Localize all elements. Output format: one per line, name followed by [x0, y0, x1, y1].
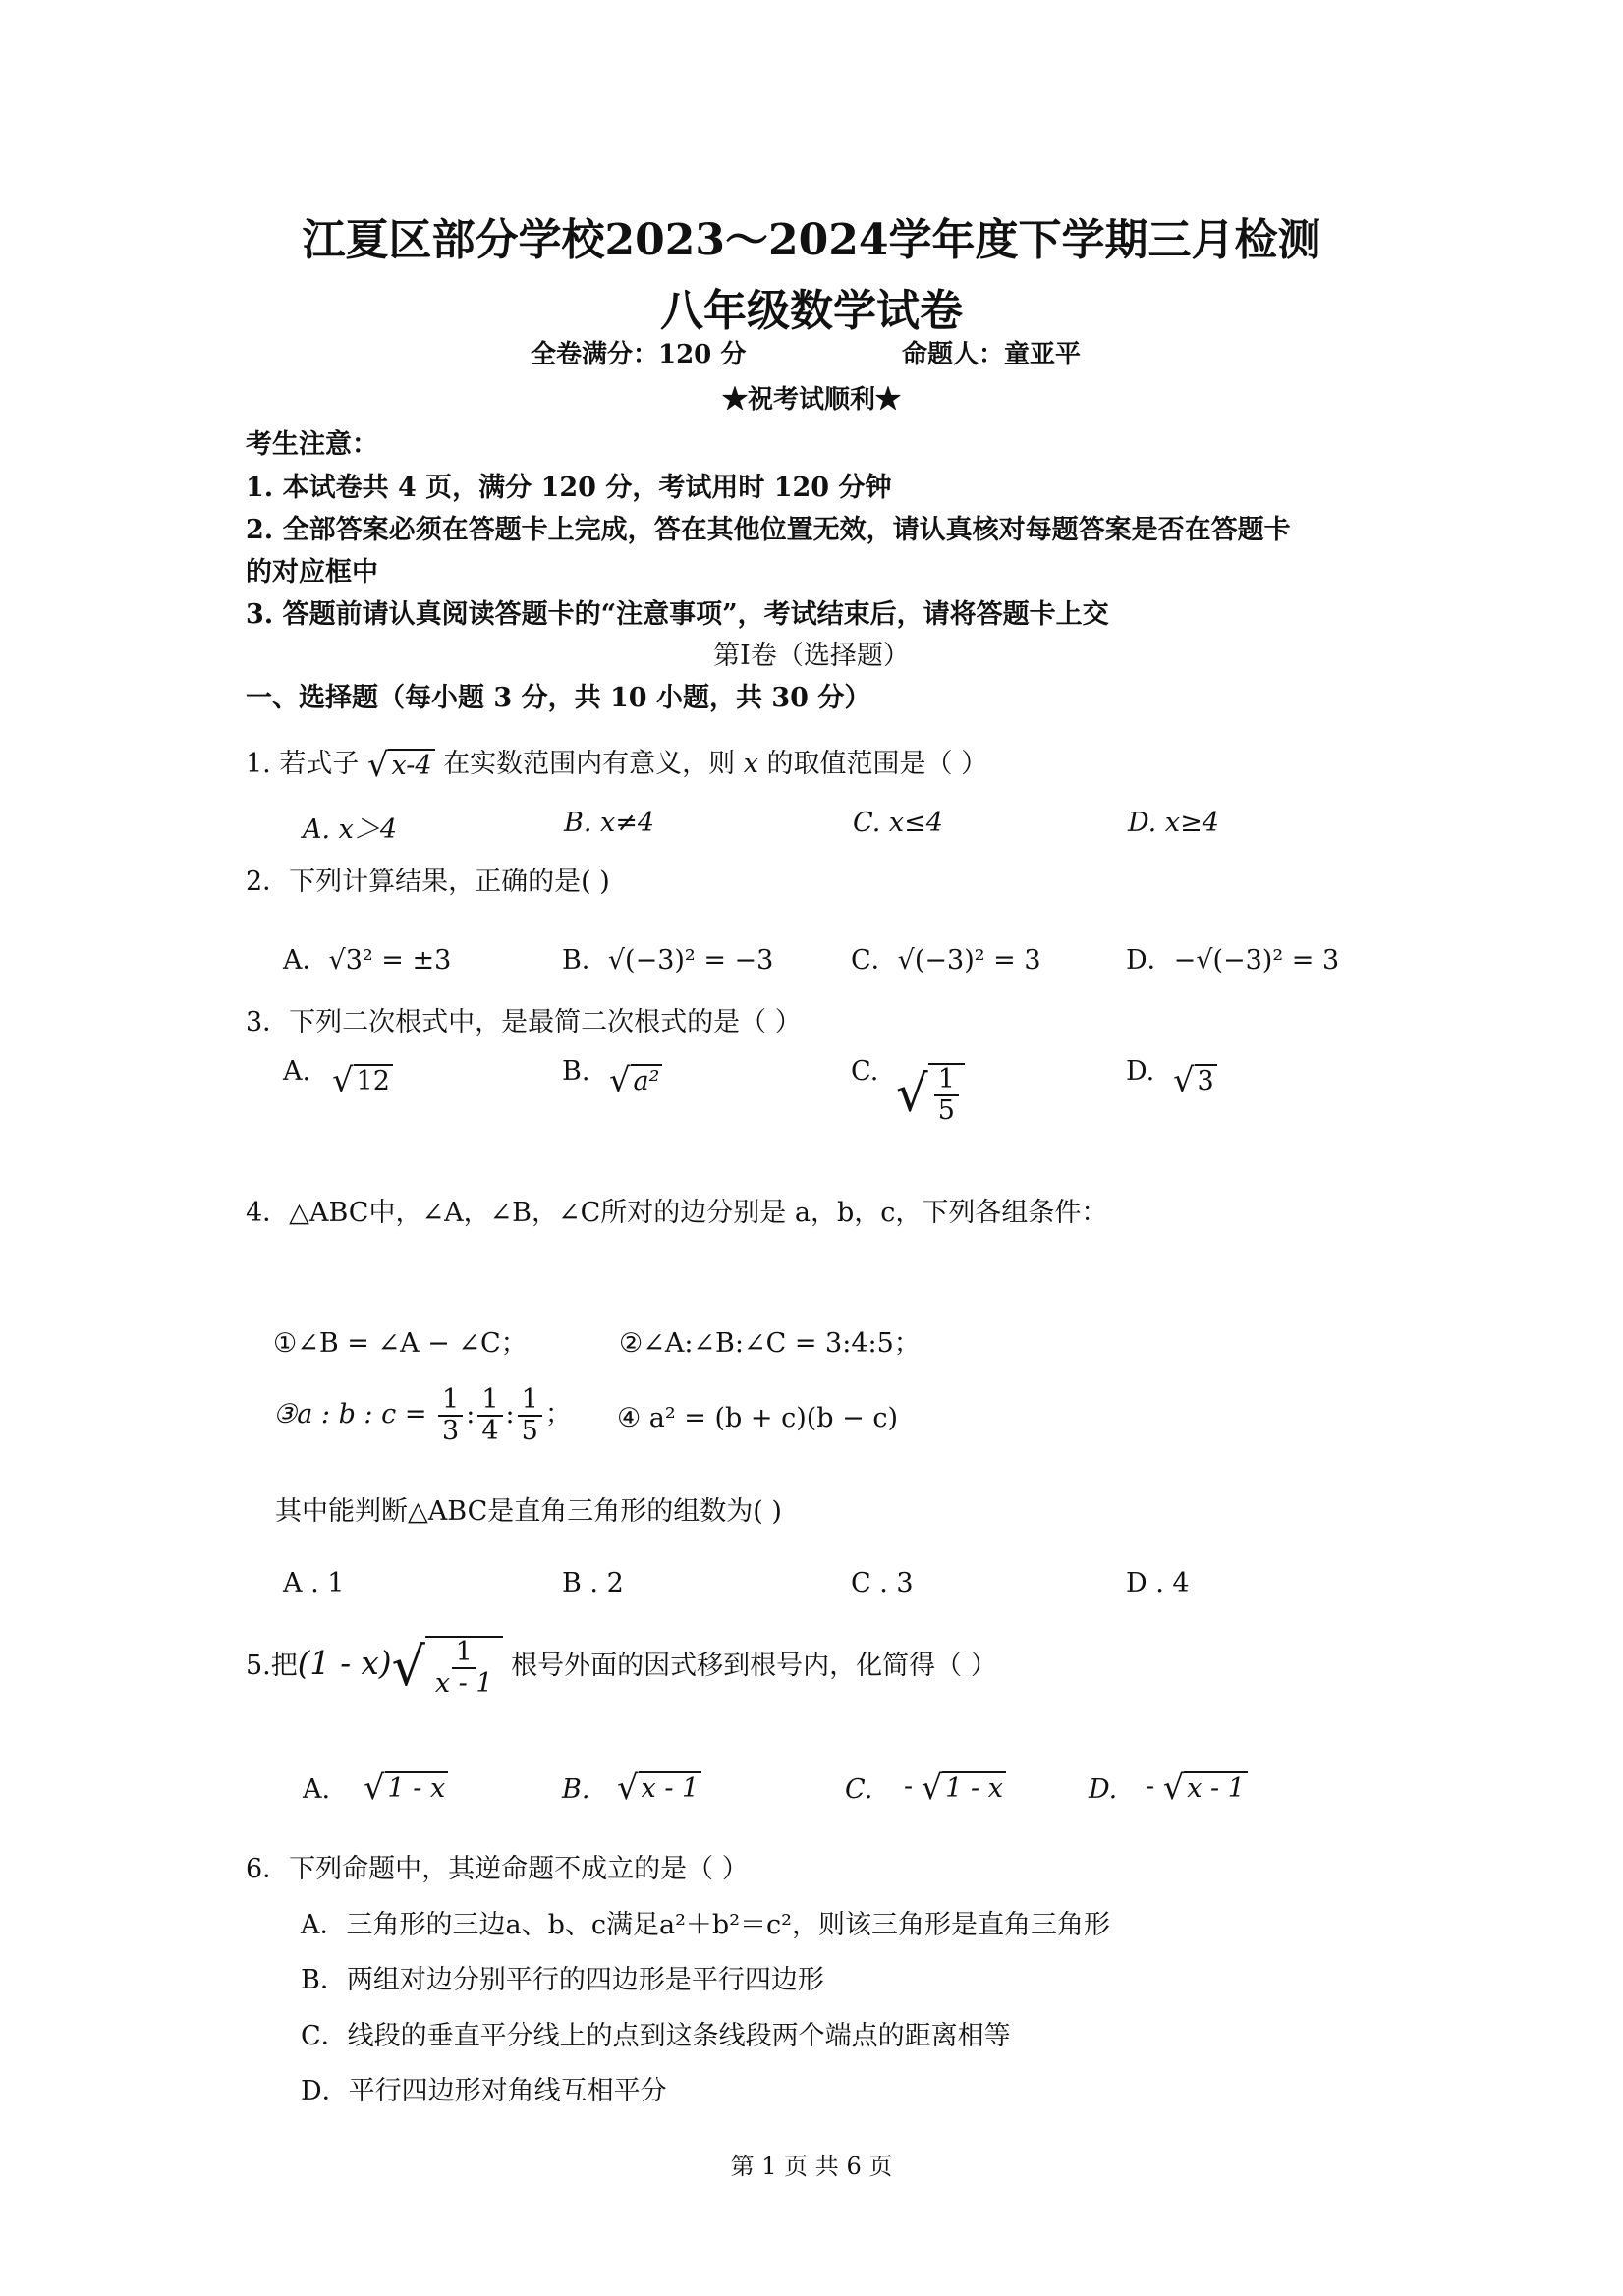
q4-condition-3: ③a : b : c = $\frac{1}{3}$ : $\frac{1}{4}$ : $\frac{1}{5}$ ；: [273, 1384, 572, 1446]
note-item: 的对应框中: [246, 557, 378, 588]
q1-option-a: A. x＞4: [303, 814, 398, 845]
q4-option-d: D . 4: [1126, 1568, 1190, 1598]
exam-title-line2: 八年级数学试卷: [660, 286, 963, 336]
q1-pre: 1. 若式子: [246, 749, 360, 779]
q5-pre: 5.把: [246, 1651, 298, 1682]
q4-ask: 其中能判断△ABC是直角三角形的组数为( ): [275, 1496, 782, 1527]
q5-label-d: D.: [1089, 1774, 1118, 1805]
question-3: 3．下列二次根式中，是最简二次根式的是（ ）: [246, 1007, 802, 1037]
question-2: 2．下列计算结果，正确的是( ): [246, 867, 610, 897]
q5-label-b: B.: [562, 1774, 590, 1805]
wish-line: ★祝考试顺利★: [721, 385, 901, 415]
section-title: 一、选择题（每小题 3 分，共 10 小题，共 30 分）: [246, 683, 871, 713]
q3-option-c: √ $\frac{1}{5}$: [896, 1063, 965, 1125]
question-1: [246, 742, 987, 784]
q2-option-a: A．√3² = ±3: [283, 945, 452, 976]
notes-heading: 考生注意：: [246, 429, 378, 460]
q3-label-d: D.: [1126, 1056, 1155, 1087]
q5-label-c: C.: [845, 1774, 873, 1805]
part-title: 第Ⅰ卷（选择题）: [713, 641, 910, 671]
q1-post: 在实数范围内有意义，则: [443, 749, 736, 779]
q4-condition-4: ④ a² = (b + c)(b − c): [617, 1403, 899, 1433]
note-item: 2. 全部答案必须在答题卡上完成，答在其他位置无效，请认真核对每题答案是否在答题卡: [246, 515, 1291, 545]
q6-option-b: B．两组对边分别平行的四边形是平行四边形: [301, 1965, 824, 1995]
q2-option-c: C．√(−3)² = 3: [851, 945, 1041, 976]
q5-radical: √ $\frac{1}{x - 1}$: [391, 1636, 502, 1698]
q5-post: 根号外面的因式移到根号内，化简得（ ）: [511, 1651, 997, 1682]
q1-radical: √ x-4: [367, 746, 435, 784]
page-footer: 第 1 页 共 6 页: [730, 2153, 893, 2180]
q3-label-b: B.: [562, 1056, 590, 1087]
q5-option-b: √ x - 1: [617, 1768, 701, 1807]
q4-option-c: C . 3: [851, 1568, 914, 1598]
q4-condition-1: ①∠B = ∠A − ∠C；: [273, 1328, 528, 1359]
q6-option-c: C．线段的垂直平分线上的点到这条线段两个端点的距离相等: [301, 2021, 1011, 2051]
q5-option-c: - √ 1 - x: [904, 1768, 1006, 1807]
q2-option-b: B．√(−3)² = −3: [562, 945, 774, 976]
question-4: 4．△ABC中，∠A，∠B，∠C所对的边分别是 a，b，c，下列各组条件：: [246, 1198, 1108, 1228]
q1-option-b: B. x≠4: [564, 808, 655, 838]
q1-option-c: C. x≤4: [853, 808, 943, 838]
q3-option-d: √ 3: [1173, 1061, 1217, 1099]
q2-option-d: D．−√(−3)² = 3: [1126, 945, 1340, 976]
q5-option-a: √ 1 - x: [364, 1768, 448, 1807]
question-5: [246, 1636, 997, 1698]
note-item: 3. 答题前请认真阅读答题卡的“注意事项”，考试结束后，请将答题卡上交: [246, 599, 1109, 630]
q4-condition-2: ②∠A:∠B:∠C = 3:4:5；: [619, 1328, 921, 1359]
q1-var: x: [743, 749, 758, 779]
q6-option-a: A．三角形的三边a、b、c满足a²＋b²＝c²，则该三角形是直角三角形: [301, 1910, 1110, 1940]
q5-factor: (1 - x): [297, 1645, 392, 1683]
q4-option-b: B . 2: [562, 1568, 624, 1598]
q5-option-d: - √ x - 1: [1146, 1768, 1248, 1807]
author-info: 命题人：童亚平: [902, 340, 1082, 369]
q3-option-b: √ a²: [609, 1061, 662, 1099]
q5-label-a: A.: [303, 1774, 331, 1805]
q4-option-a: A . 1: [283, 1568, 345, 1598]
q1-post2: 的取值范围是（ ）: [766, 749, 988, 779]
q3-label-a: A.: [283, 1056, 311, 1087]
q3-label-c: C.: [851, 1056, 879, 1087]
question-6: 6．下列命题中，其逆命题不成立的是（ ）: [246, 1854, 749, 1884]
note-item: 1. 本试卷共 4 页，满分 120 分，考试用时 120 分钟: [246, 473, 892, 503]
q6-option-d: D．平行四边形对角线互相平分: [301, 2076, 667, 2106]
exam-title-line1: 江夏区部分学校2023～2024学年度下学期三月检测: [302, 215, 1321, 265]
q1-option-d: D. x≥4: [1128, 808, 1219, 838]
score-info: 全卷满分：120 分: [531, 340, 747, 369]
q3-option-a: √ 12: [332, 1061, 393, 1099]
